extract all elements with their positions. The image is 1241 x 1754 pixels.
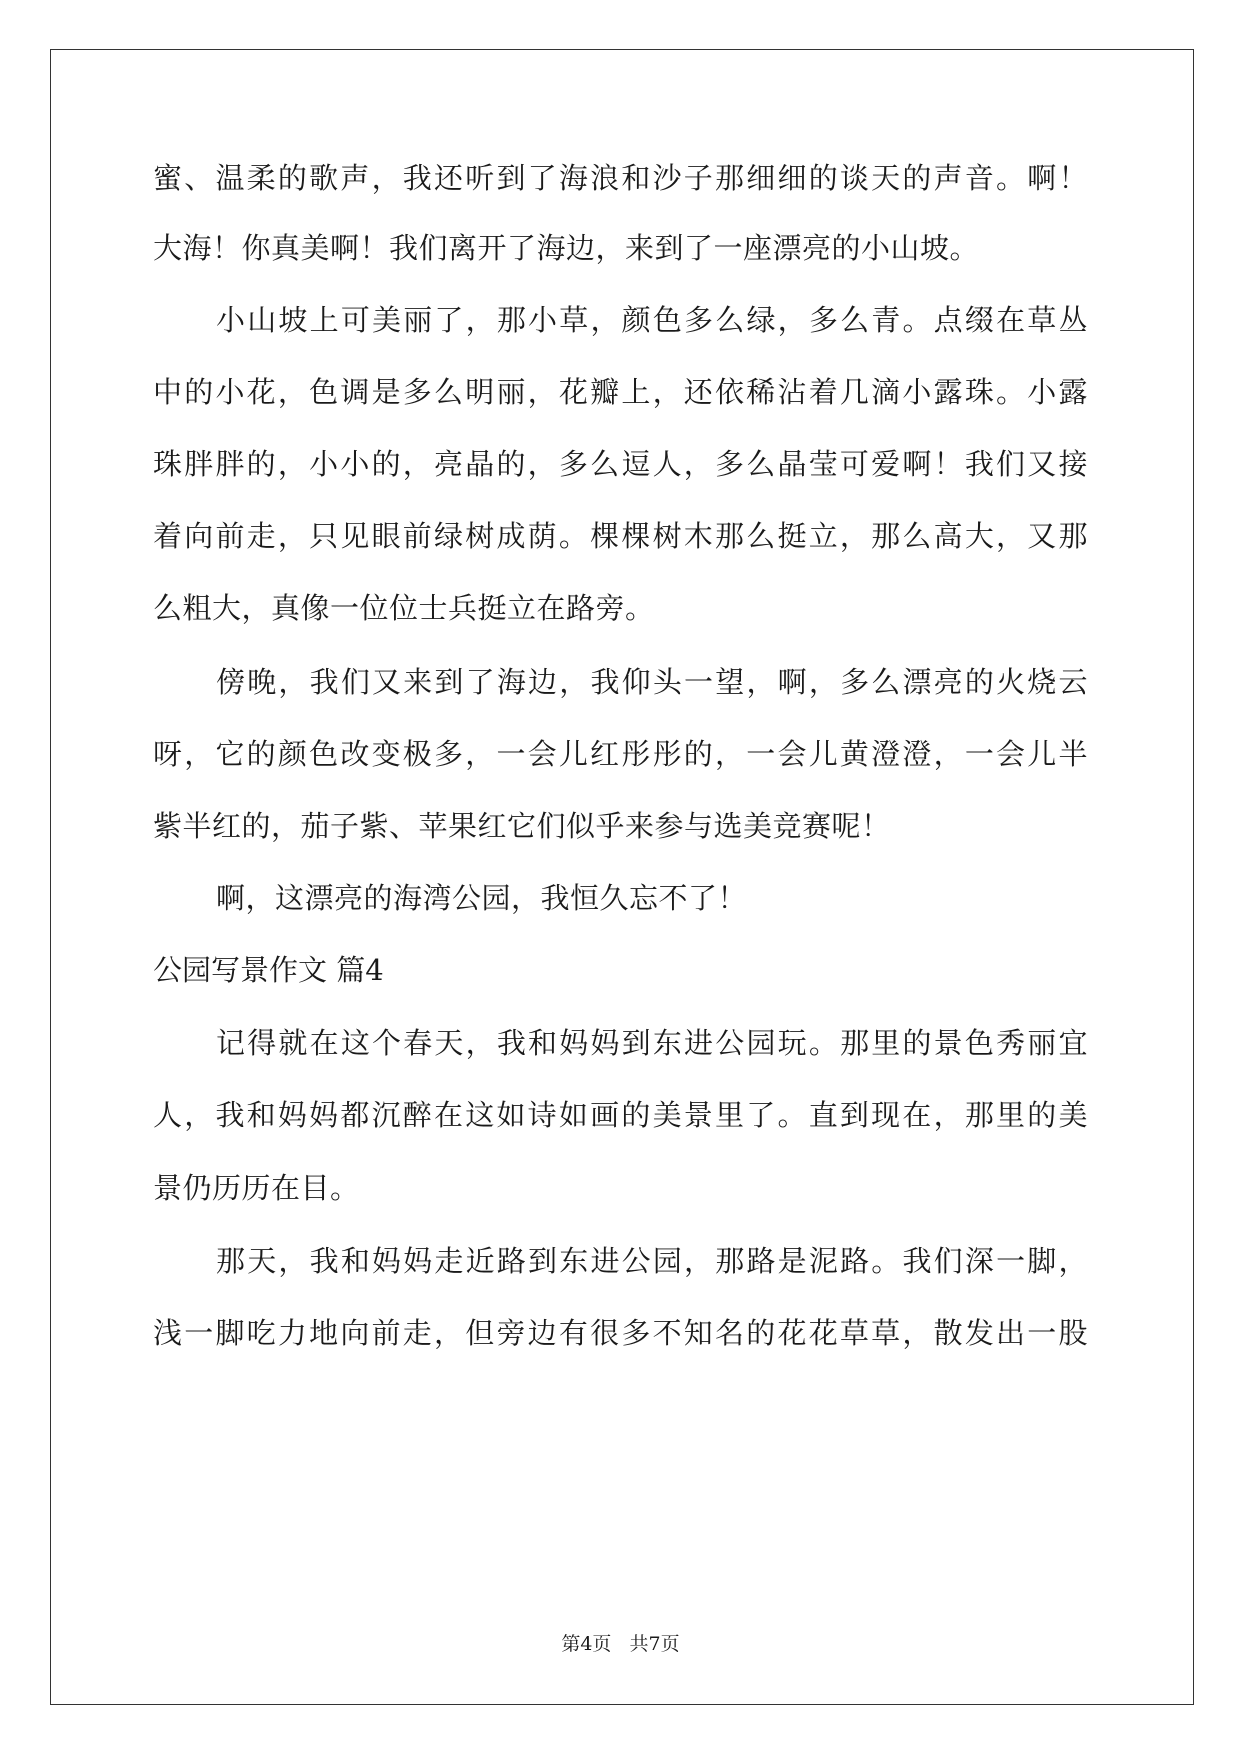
text-line-4: 中的小花，色调是多么明丽，花瓣上，还依稀沾着几滴小露珠。小露 (153, 375, 1088, 409)
text-line-6: 着向前走，只见眼前绿树成荫。棵棵树木那么挺立，那么高大，又那 (153, 519, 1088, 553)
text-line-14: 景仍历历在目。 (153, 1171, 360, 1205)
text-line-3: 小山坡上可美丽了，那小草，颜色多么绿，多么青。点缀在草丛 (216, 303, 1088, 337)
text-line-5: 珠胖胖的，小小的，亮晶的，多么逗人，多么晶莹可爱啊！我们又接 (153, 447, 1088, 481)
text-line-9: 呀，它的颜色改变极多，一会儿红彤彤的，一会儿黄澄澄，一会儿半 (153, 737, 1088, 771)
text-line-7: 么粗大，真像一位位士兵挺立在路旁。 (153, 591, 655, 625)
section-heading: 公园写景作文 篇4 (153, 953, 384, 987)
text-line-13: 人，我和妈妈都沉醉在这如诗如画的美景里了。直到现在，那里的美 (153, 1098, 1088, 1132)
page-number-footer: 第4页 共7页 (561, 1633, 680, 1655)
text-line-12: 记得就在这个春天，我和妈妈到东进公园玩。那里的景色秀丽宜 (216, 1026, 1088, 1060)
text-line-10: 紫半红的，茄子紫、苹果红它们似乎来参与选美竞赛呢！ (153, 809, 891, 843)
text-line-16: 浅一脚吃力地向前走，但旁边有很多不知名的花花草草，散发出一股 (153, 1316, 1088, 1350)
text-line-15: 那天，我和妈妈走近路到东进公园，那路是泥路。我们深一脚， (216, 1244, 1088, 1278)
text-line-11: 啊，这漂亮的海湾公园，我恒久忘不了！ (216, 881, 748, 915)
page-border (50, 49, 1194, 1705)
text-line-8: 傍晚，我们又来到了海边，我仰头一望，啊，多么漂亮的火烧云 (216, 665, 1088, 699)
text-line-1: 蜜、温柔的歌声，我还听到了海浪和沙子那细细的谈天的声音。啊！ (153, 161, 1088, 195)
text-line-2: 大海！你真美啊！我们离开了海边，来到了一座漂亮的小山坡。 (153, 231, 980, 265)
